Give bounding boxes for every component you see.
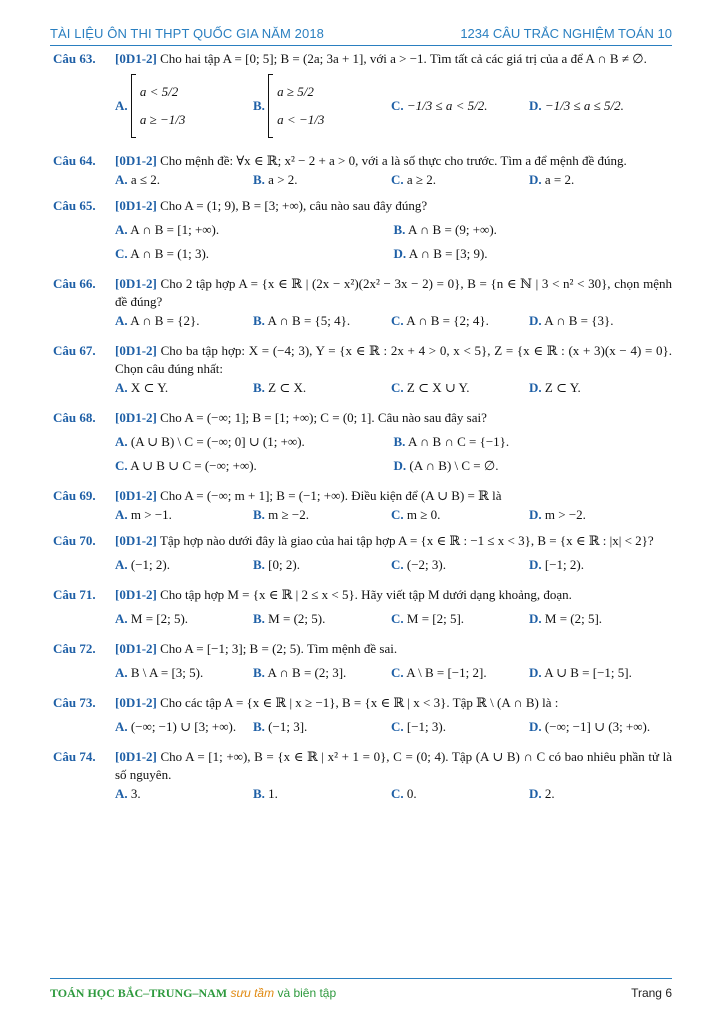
question-number: Câu 73. xyxy=(53,695,96,710)
option-label: D. xyxy=(529,98,542,113)
option-label: C. xyxy=(391,786,404,801)
option-a[interactable] xyxy=(115,785,253,803)
option-text: a > 2. xyxy=(268,172,298,187)
system-line: a ≥ −1/3 xyxy=(139,112,186,127)
question-number: Câu 63. xyxy=(53,51,96,66)
option-text: A ∩ B ∩ C = {−1}. xyxy=(407,434,510,449)
question-number: Câu 70. xyxy=(53,533,96,548)
page-number: Trang 6 xyxy=(631,986,672,1000)
option-text: A ∩ B = [1; +∞). xyxy=(130,222,220,237)
option-label: B. xyxy=(253,611,265,626)
option-text: A ∩ B = (1; 3). xyxy=(130,246,210,261)
option-label: D. xyxy=(393,246,407,261)
option-a[interactable] xyxy=(115,664,253,682)
question-text: Cho 2 tập hợp A = {x ∈ ℝ | (2x − x²)(2x² − 3x − 2) = 0}, B = {n ∈ ℕ | 3 < n² < 30}, chọn mệnh đề đúng? xyxy=(115,276,673,309)
question-tag: [0D1-2] xyxy=(115,343,157,358)
option-a[interactable] xyxy=(115,433,394,451)
option-label: C. xyxy=(115,458,128,473)
option-d[interactable] xyxy=(529,97,667,115)
question-text: Cho tập hợp M = {x ∈ ℝ | 2 ≤ x < 5}. Hãy viết tập M dưới dạng khoảng, đoạn. xyxy=(160,587,572,602)
option-text: a ≥ 2. xyxy=(406,172,437,187)
question-64 xyxy=(53,152,672,189)
option-c[interactable] xyxy=(391,506,529,524)
option-a[interactable] xyxy=(115,610,253,628)
question-69 xyxy=(53,487,672,524)
option-b[interactable] xyxy=(253,610,391,628)
option-a[interactable] xyxy=(115,556,253,574)
header-title: TÀI LIỆU ÔN THI THPT QUỐC GIA NĂM 2018 xyxy=(50,26,324,41)
question-number: Câu 74. xyxy=(53,749,96,764)
option-text: (A ∪ B) \ C = (−∞; 0] ∪ (1; +∞). xyxy=(130,434,305,449)
option-label: D. xyxy=(529,380,542,395)
option-b[interactable] xyxy=(253,312,391,330)
question-text: Cho hai tập A = [0; 5]; B = (2a; 3a + 1], với a > −1. Tìm tất cả các giá trị của a để A ∩ B ≠ ∅. xyxy=(160,51,647,66)
option-c[interactable] xyxy=(391,785,529,803)
question-67 xyxy=(53,342,672,397)
option-text: [0; 2). xyxy=(268,557,300,572)
system-line: a < −1/3 xyxy=(277,112,325,127)
option-b[interactable] xyxy=(394,433,673,451)
option-b[interactable] xyxy=(253,718,391,736)
option-label: B. xyxy=(253,786,265,801)
option-label: B. xyxy=(253,665,265,680)
option-text: A ∩ B = {2}. xyxy=(130,313,200,328)
question-number: Câu 67. xyxy=(53,343,96,358)
option-c[interactable] xyxy=(115,457,394,475)
system-line: a ≥ 5/2 xyxy=(277,84,314,99)
question-text: Cho A = [−1; 3]; B = (2; 5). Tìm mệnh đề sai. xyxy=(160,641,398,656)
option-text: [−1; 3). xyxy=(406,719,446,734)
option-text: M = [2; 5). xyxy=(130,611,189,626)
option-text: 3. xyxy=(130,786,141,801)
option-text: A ∩ B = {2; 4}. xyxy=(406,313,489,328)
option-d[interactable] xyxy=(529,312,667,330)
option-text: A ∩ B = {3}. xyxy=(544,313,614,328)
option-text: M = (2; 5). xyxy=(268,611,326,626)
option-label: D. xyxy=(529,172,542,187)
option-text: A ∩ B = [3; 9). xyxy=(408,246,488,261)
question-63 xyxy=(53,50,672,138)
question-tag: [0D1-2] xyxy=(115,51,157,66)
option-text: a = 2. xyxy=(544,172,575,187)
option-text: 2. xyxy=(544,786,555,801)
option-d[interactable] xyxy=(394,457,673,475)
option-text: −1/3 ≤ a ≤ 5/2. xyxy=(544,98,624,113)
option-d[interactable] xyxy=(529,664,667,682)
option-label: B. xyxy=(253,380,265,395)
option-a[interactable] xyxy=(115,312,253,330)
question-tag: [0D1-2] xyxy=(115,533,157,548)
footer-suffix-1: sưu tầm xyxy=(230,986,275,1000)
option-text: m ≥ 0. xyxy=(406,507,441,522)
option-label: B. xyxy=(393,434,406,449)
option-label: A. xyxy=(115,172,128,187)
option-text: A ∩ B = {5; 4}. xyxy=(267,313,351,328)
question-number: Câu 66. xyxy=(53,276,96,291)
option-label: A. xyxy=(115,557,128,572)
option-text: A ∪ B = [−1; 5]. xyxy=(544,665,632,680)
option-d[interactable] xyxy=(529,718,667,736)
question-text: Cho các tập A = {x ∈ ℝ | x ≥ −1}, B = {x ∈ ℝ | x < 3}. Tập ℝ \ (A ∩ B) là : xyxy=(160,695,559,710)
option-label: D. xyxy=(529,557,542,572)
option-b[interactable] xyxy=(253,74,391,138)
question-tag: [0D1-2] xyxy=(115,410,157,425)
option-d[interactable] xyxy=(529,610,667,628)
bracket-system xyxy=(131,74,186,138)
option-label: C. xyxy=(391,719,404,734)
option-text: Z ⊂ X. xyxy=(268,380,307,395)
option-b[interactable] xyxy=(253,785,391,803)
option-label: C. xyxy=(391,611,404,626)
question-68 xyxy=(53,409,672,475)
question-tag: [0D1-2] xyxy=(115,695,157,710)
option-text: (−1; 3]. xyxy=(268,719,308,734)
option-b[interactable] xyxy=(253,556,391,574)
option-a[interactable] xyxy=(115,718,253,736)
option-label: A. xyxy=(115,719,128,734)
option-text: 0. xyxy=(406,786,417,801)
option-text: −1/3 ≤ a < 5/2. xyxy=(406,98,488,113)
bracket xyxy=(268,74,273,138)
option-label: B. xyxy=(253,719,265,734)
question-list xyxy=(53,50,672,803)
option-label: B. xyxy=(253,557,265,572)
option-label: C. xyxy=(391,313,404,328)
option-text: (A ∩ B) \ C = ∅. xyxy=(409,458,499,473)
option-c[interactable] xyxy=(391,312,529,330)
option-d[interactable] xyxy=(394,245,673,263)
option-d[interactable] xyxy=(529,506,667,524)
option-b[interactable] xyxy=(394,221,673,239)
option-text: (−∞; −1) ∪ [3; +∞). xyxy=(130,719,237,734)
option-label: B. xyxy=(253,98,265,113)
header-divider xyxy=(50,45,672,46)
footer-suffix-2: và biên tập xyxy=(277,986,337,1000)
page-footer xyxy=(50,978,672,1008)
header-subtitle: 1234 CÂU TRẮC NGHIỆM TOÁN 10 xyxy=(460,26,672,41)
option-c[interactable] xyxy=(391,664,529,682)
question-number: Câu 72. xyxy=(53,641,96,656)
option-c[interactable] xyxy=(115,245,394,263)
option-text: Z ⊂ X ∪ Y. xyxy=(406,380,470,395)
question-65 xyxy=(53,197,672,263)
question-text: Cho A = (−∞; 1]; B = [1; +∞); C = (0; 1]. Câu nào sau đây sai? xyxy=(160,410,487,425)
option-text: a ≤ 2. xyxy=(130,172,161,187)
option-d[interactable] xyxy=(529,171,667,189)
question-text: Cho mệnh đề: ∀x ∈ ℝ; x² − 2 + a > 0, với a là số thực cho trước. Tìm a để mệnh đề đúng. xyxy=(160,153,627,168)
question-tag: [0D1-2] xyxy=(115,641,157,656)
question-tag: [0D1-2] xyxy=(115,587,157,602)
option-label: A. xyxy=(115,380,128,395)
option-label: B. xyxy=(253,507,265,522)
option-a[interactable] xyxy=(115,379,253,397)
footer-brand: TOÁN HỌC BẮC–TRUNG–NAM xyxy=(50,986,228,1000)
footer-divider xyxy=(50,978,672,979)
option-label: D. xyxy=(529,719,542,734)
question-text: Cho A = [1; +∞), B = {x ∈ ℝ | x² + 1 = 0}, C = (0; 4). Tập (A ∪ B) ∩ C có bao nhiêu phần tử là số nguyên. xyxy=(115,749,672,782)
option-a[interactable] xyxy=(115,74,253,138)
option-c[interactable] xyxy=(391,97,529,115)
option-label: C. xyxy=(391,172,404,187)
question-70 xyxy=(53,532,672,574)
option-b[interactable] xyxy=(253,664,391,682)
option-text: 1. xyxy=(268,786,278,801)
system-line: a < 5/2 xyxy=(139,84,179,99)
question-tag: [0D1-2] xyxy=(115,276,157,291)
option-label: D. xyxy=(529,313,542,328)
question-text: Cho A = (1; 9), B = [3; +∞), câu nào sau đây đúng? xyxy=(160,198,428,213)
option-a[interactable] xyxy=(115,506,253,524)
option-d[interactable] xyxy=(529,556,667,574)
option-text: A ∩ B = (9; +∞). xyxy=(407,222,497,237)
question-66 xyxy=(53,275,672,330)
option-label: D. xyxy=(529,507,542,522)
option-label: A. xyxy=(115,611,128,626)
option-label: A. xyxy=(115,434,128,449)
option-text: (−2; 3). xyxy=(406,557,446,572)
bracket-system xyxy=(268,74,324,138)
option-c[interactable] xyxy=(391,718,529,736)
option-label: C. xyxy=(391,380,404,395)
option-text: (−1; 2). xyxy=(130,557,170,572)
question-number: Câu 68. xyxy=(53,410,96,425)
question-72 xyxy=(53,640,672,682)
option-label: A. xyxy=(115,313,128,328)
question-text: Cho ba tập hợp: X = (−4; 3), Y = {x ∈ ℝ : 2x + 4 > 0, x < 5}, Z = {x ∈ ℝ : (x + 3)(x − 4) = 0}. Chọn câu đúng nhất: xyxy=(115,343,672,376)
option-text: A ∪ B ∪ C = (−∞; +∞). xyxy=(130,458,257,473)
question-number: Câu 64. xyxy=(53,153,96,168)
option-text: M = [2; 5]. xyxy=(406,611,465,626)
bracket xyxy=(131,74,136,138)
option-text: (−∞; −1] ∪ (3; +∞). xyxy=(544,719,651,734)
option-label: C. xyxy=(391,557,404,572)
question-tag: [0D1-2] xyxy=(115,198,157,213)
option-text: Z ⊂ Y. xyxy=(544,380,581,395)
option-label: B. xyxy=(253,313,265,328)
option-a[interactable] xyxy=(115,221,394,239)
option-label: A. xyxy=(115,786,128,801)
question-74 xyxy=(53,748,672,803)
option-c[interactable] xyxy=(391,171,529,189)
option-c[interactable] xyxy=(391,379,529,397)
option-a[interactable] xyxy=(115,171,253,189)
question-tag: [0D1-2] xyxy=(115,488,157,503)
option-label: A. xyxy=(115,665,128,680)
option-d[interactable] xyxy=(529,785,667,803)
option-label: B. xyxy=(393,222,406,237)
question-text: Cho A = (−∞; m + 1]; B = (−1; +∞). Điều kiện để (A ∪ B) = ℝ là xyxy=(160,488,502,503)
option-b[interactable] xyxy=(253,379,391,397)
option-text: [−1; 2). xyxy=(544,557,584,572)
option-c[interactable] xyxy=(391,610,529,628)
option-label: D. xyxy=(529,665,542,680)
option-label: C. xyxy=(115,246,128,261)
page-header xyxy=(50,24,672,48)
option-text: m ≥ −2. xyxy=(268,507,309,522)
option-text: A \ B = [−1; 2]. xyxy=(406,665,487,680)
option-text: M = (2; 5]. xyxy=(544,611,603,626)
option-label: A. xyxy=(115,222,128,237)
option-label: C. xyxy=(391,98,404,113)
question-number: Câu 65. xyxy=(53,198,96,213)
option-c[interactable] xyxy=(391,556,529,574)
option-label: C. xyxy=(391,507,404,522)
question-tag: [0D1-2] xyxy=(115,749,157,764)
footer-credit xyxy=(50,986,336,1001)
option-text: B \ A = [3; 5). xyxy=(130,665,204,680)
question-number: Câu 69. xyxy=(53,488,96,503)
option-label: C. xyxy=(391,665,404,680)
question-number: Câu 71. xyxy=(53,587,96,602)
question-tag: [0D1-2] xyxy=(115,153,157,168)
option-label: A. xyxy=(115,98,128,113)
option-label: A. xyxy=(115,507,128,522)
option-label: D. xyxy=(393,458,407,473)
option-text: A ∩ B = (2; 3]. xyxy=(267,665,347,680)
question-71 xyxy=(53,586,672,628)
option-label: B. xyxy=(253,172,265,187)
option-label: D. xyxy=(529,786,542,801)
option-d[interactable] xyxy=(529,379,667,397)
option-b[interactable] xyxy=(253,171,391,189)
question-text: Tập hợp nào dưới đây là giao của hai tập hợp A = {x ∈ ℝ : −1 ≤ x < 3}, B = {x ∈ ℝ : |x| < 2}? xyxy=(159,533,654,548)
option-label: D. xyxy=(529,611,542,626)
option-text: m > −1. xyxy=(130,507,172,522)
option-b[interactable] xyxy=(253,506,391,524)
option-text: m > −2. xyxy=(544,507,586,522)
question-73 xyxy=(53,694,672,736)
option-text: X ⊂ Y. xyxy=(130,380,169,395)
